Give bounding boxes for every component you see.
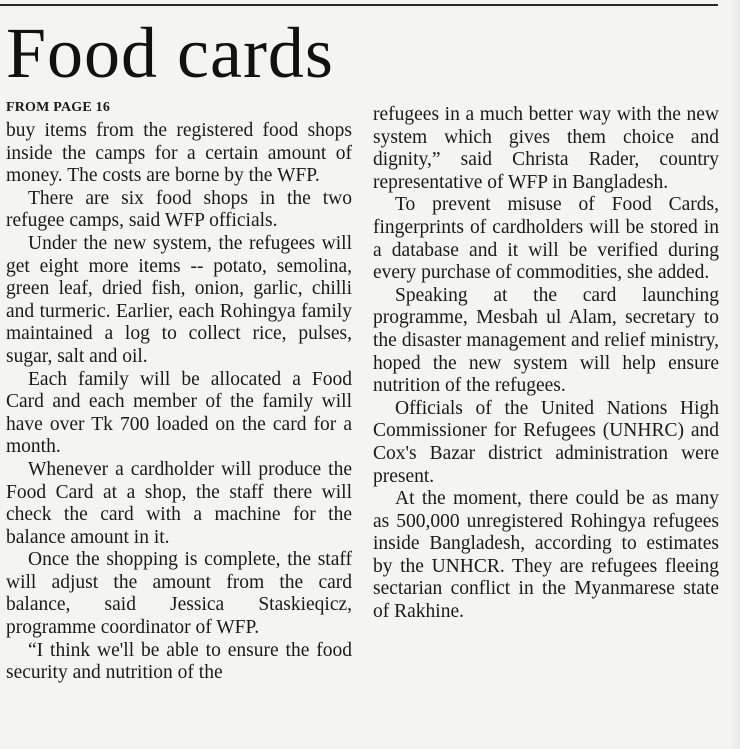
article-column-right [373,104,719,624]
paragraph: Whenever a cardholder will produce the Food Card at a shop, the staff there will check the card with a machine for the balance amount in it. [6,458,352,548]
top-rule [0,4,718,6]
paragraph: At the moment, there could be as many as 500,000 unregistered Rohingya refugees inside Bangladesh, according to estimates by the UNHCR. They are refugees fleeing sectarian conflict in the Myanmarese state of Rakhine. [373,488,719,623]
paragraph: Officials of the United Nations High Commissioner for Refugees (UNHRC) and Cox's Bazar district administration were present. [373,397,719,487]
continued-from-label: FROM PAGE 16 [6,100,111,115]
paragraph: Speaking at the card launching programme, Mesbah ul Alam, secretary to the disaster management and relief ministry, hoped the new system will help ensure nutrition of the refugees. [373,284,719,397]
paragraph: There are six food shops in the two refugee camps, said WFP officials. [6,187,352,232]
headline: Food cards [6,13,334,93]
paragraph: Once the shopping is complete, the staff will adjust the amount from the card balance, said Jessica Staskieqicz, programme coordinator of WFP. [6,549,352,639]
article-column-left [6,100,352,685]
paragraph: refugees in a much better way with the new system which gives them choice and dignity,” said Christa Rader, country representative of WFP in Bangladesh. [373,104,719,193]
paragraph: Under the new system, the refugees will get eight more items -- potato, semolina, green leaf, dried fish, onion, garlic, chilli and turmeric. Earlier, each Rohingya family maintained a log to collect rice, pulses, sugar, salt and oil. [6,232,352,367]
paragraph: “I think we'll be able to ensure the food security and nutrition of the [6,639,352,684]
paragraph: Each family will be allocated a Food Card and each member of the family will have over Tk 700 loaded on the card for a month. [6,368,352,458]
paragraph: To prevent misuse of Food Cards, fingerprints of cardholders will be stored in a database and it will be verified during every purchase of commodities, she added. [373,194,719,284]
page-edge [730,0,740,749]
paragraph: buy items from the registered food shops inside the camps for a certain amount of money. The costs are borne by the WFP. [6,120,352,187]
